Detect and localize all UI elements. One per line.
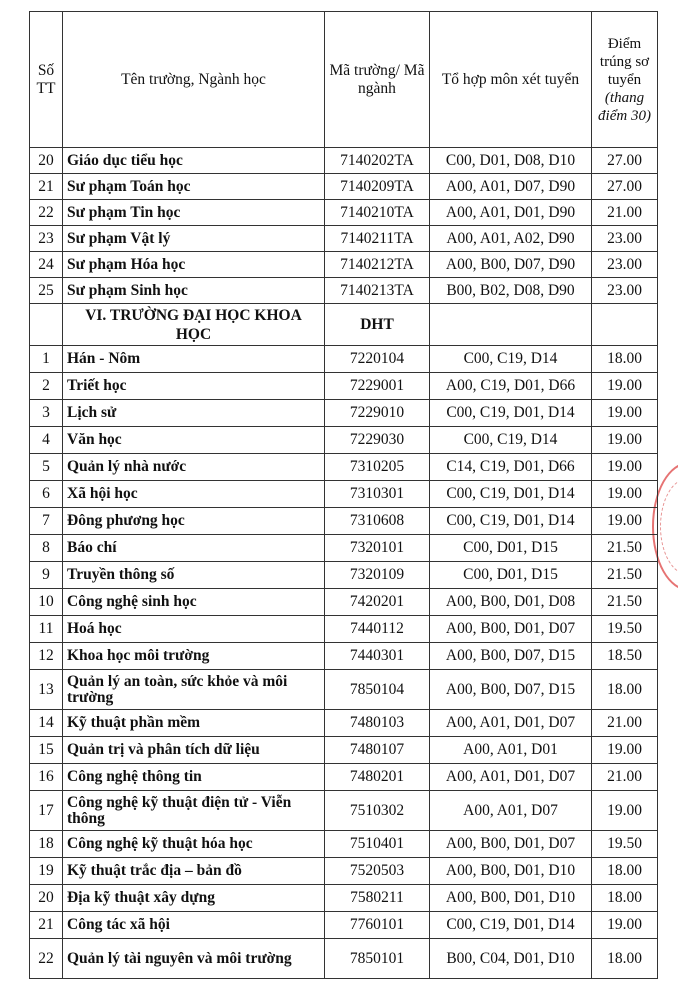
row-code: 7320109	[325, 562, 430, 589]
row-score: 23.00	[592, 226, 658, 252]
row-code: 7850104	[325, 670, 430, 710]
row-name: Sư phạm Vật lý	[63, 226, 325, 252]
row-score: 21.50	[592, 535, 658, 562]
row-combo: A00, A01, D01, D90	[430, 200, 592, 226]
row-code: 7510302	[325, 791, 430, 831]
header-combo: Tổ hợp môn xét tuyển	[430, 12, 592, 148]
row-name: Kỹ thuật trắc địa – bản đồ	[63, 858, 325, 885]
row-combo: B00, C04, D01, D10	[430, 939, 592, 979]
row-combo: C00, C19, D01, D14	[430, 508, 592, 535]
row-stt: 15	[30, 737, 63, 764]
row-stt: 16	[30, 764, 63, 791]
row-score: 21.00	[592, 200, 658, 226]
row-combo: C00, D01, D15	[430, 562, 592, 589]
row-combo: A00, B00, D01, D07	[430, 831, 592, 858]
row-stt: 17	[30, 791, 63, 831]
row-code: 7320101	[325, 535, 430, 562]
row-name: Kỹ thuật phần mềm	[63, 710, 325, 737]
row-name: Sư phạm Tin học	[63, 200, 325, 226]
row-name: Công tác xã hội	[63, 912, 325, 939]
table-row	[30, 764, 658, 791]
row-combo: C00, C19, D14	[430, 427, 592, 454]
row-code: 7140209TA	[325, 174, 430, 200]
row-combo: A00, A01, D07, D90	[430, 174, 592, 200]
row-combo: A00, B00, D01, D10	[430, 858, 592, 885]
row-code: 7480107	[325, 737, 430, 764]
row-stt: 4	[30, 427, 63, 454]
row-combo: A00, A01, D01	[430, 737, 592, 764]
table-row	[30, 535, 658, 562]
row-name: Hán - Nôm	[63, 346, 325, 373]
row-score: 19.00	[592, 791, 658, 831]
row-code: 7310301	[325, 481, 430, 508]
row-name: Sư phạm Hóa học	[63, 252, 325, 278]
table-row	[30, 939, 658, 979]
row-name: Quản lý an toàn, sức khỏe và môi trường	[63, 670, 325, 710]
rows-group-b	[30, 346, 658, 979]
row-stt: 21	[30, 912, 63, 939]
row-name: Công nghệ thông tin	[63, 764, 325, 791]
row-score: 19.00	[592, 481, 658, 508]
row-name: Sư phạm Sinh học	[63, 278, 325, 304]
row-code: 7220104	[325, 346, 430, 373]
row-code: 7520503	[325, 858, 430, 885]
row-combo: C00, C19, D14	[430, 346, 592, 373]
row-score: 18.00	[592, 346, 658, 373]
row-combo: C00, D01, D15	[430, 535, 592, 562]
row-stt: 3	[30, 400, 63, 427]
header-score	[592, 12, 658, 148]
row-code: 7580211	[325, 885, 430, 912]
row-combo: A00, B00, D07, D15	[430, 670, 592, 710]
row-name: Công nghệ kỹ thuật hóa học	[63, 831, 325, 858]
table-row	[30, 427, 658, 454]
section-group	[30, 304, 658, 346]
row-name: Sư phạm Toán học	[63, 174, 325, 200]
row-score: 19.50	[592, 831, 658, 858]
table-row	[30, 791, 658, 831]
row-score: 19.00	[592, 912, 658, 939]
row-code: 7440301	[325, 643, 430, 670]
table-row	[30, 148, 658, 174]
row-name: Công nghệ sinh học	[63, 589, 325, 616]
header-score-text: Điểm trúng sơ tuyển	[599, 35, 650, 88]
table-row	[30, 400, 658, 427]
table-row	[30, 346, 658, 373]
row-score: 21.00	[592, 764, 658, 791]
row-score: 18.00	[592, 885, 658, 912]
table-row	[30, 643, 658, 670]
row-stt: 19	[30, 858, 63, 885]
row-name: Công nghệ kỹ thuật điện tử - Viễn thông	[63, 791, 325, 831]
row-name: Văn học	[63, 427, 325, 454]
row-score: 21.50	[592, 562, 658, 589]
table-row	[30, 737, 658, 764]
row-score: 19.00	[592, 400, 658, 427]
table-row	[30, 616, 658, 643]
row-name: Lịch sử	[63, 400, 325, 427]
row-score: 23.00	[592, 252, 658, 278]
table-row	[30, 858, 658, 885]
row-name: Địa kỹ thuật xây dựng	[63, 885, 325, 912]
admission-score-table	[29, 11, 658, 979]
row-code: 7510401	[325, 831, 430, 858]
row-name: Truyền thông số	[63, 562, 325, 589]
row-stt: 13	[30, 670, 63, 710]
row-code: 7480103	[325, 710, 430, 737]
table-row	[30, 373, 658, 400]
row-score: 19.00	[592, 737, 658, 764]
table-header-row	[30, 12, 658, 148]
row-code: 7229010	[325, 400, 430, 427]
row-code: 7480201	[325, 764, 430, 791]
row-stt: 20	[30, 148, 63, 174]
row-combo: A00, A01, D01, D07	[430, 710, 592, 737]
section-row	[30, 304, 658, 346]
row-score: 18.00	[592, 858, 658, 885]
row-score: 27.00	[592, 174, 658, 200]
rows-group-a	[30, 148, 658, 304]
row-code: 7420201	[325, 589, 430, 616]
row-stt: 14	[30, 710, 63, 737]
table-row	[30, 174, 658, 200]
table-row	[30, 226, 658, 252]
header-score-scale: (thang điểm 30)	[598, 89, 651, 124]
table-row	[30, 710, 658, 737]
row-stt: 5	[30, 454, 63, 481]
row-stt: 10	[30, 589, 63, 616]
row-code: 7140213TA	[325, 278, 430, 304]
row-name: Quản trị và phân tích dữ liệu	[63, 737, 325, 764]
table-row	[30, 200, 658, 226]
row-combo: A00, C19, D01, D66	[430, 373, 592, 400]
row-name: Khoa học môi trường	[63, 643, 325, 670]
row-code: 7140212TA	[325, 252, 430, 278]
row-score: 18.50	[592, 643, 658, 670]
table-row	[30, 562, 658, 589]
row-stt: 24	[30, 252, 63, 278]
table-row	[30, 831, 658, 858]
row-stt: 25	[30, 278, 63, 304]
section-code: DHT	[325, 304, 430, 346]
row-code: 7140211TA	[325, 226, 430, 252]
row-code: 7310205	[325, 454, 430, 481]
row-combo: A00, A01, D07	[430, 791, 592, 831]
table-row	[30, 454, 658, 481]
row-combo: A00, A01, D01, D07	[430, 764, 592, 791]
table-row	[30, 670, 658, 710]
row-code: 7440112	[325, 616, 430, 643]
row-code: 7229001	[325, 373, 430, 400]
row-stt: 22	[30, 200, 63, 226]
row-name: Quản lý nhà nước	[63, 454, 325, 481]
row-stt: 7	[30, 508, 63, 535]
row-score: 21.50	[592, 589, 658, 616]
row-combo: A00, A01, A02, D90	[430, 226, 592, 252]
row-code: 7850101	[325, 939, 430, 979]
row-stt: 21	[30, 174, 63, 200]
row-score: 18.00	[592, 939, 658, 979]
row-score: 19.00	[592, 454, 658, 481]
section-combo	[430, 304, 592, 346]
row-code: 7229030	[325, 427, 430, 454]
row-combo: A00, B00, D01, D08	[430, 589, 592, 616]
table-row	[30, 252, 658, 278]
row-stt: 9	[30, 562, 63, 589]
row-score: 19.50	[592, 616, 658, 643]
row-stt: 20	[30, 885, 63, 912]
table-row	[30, 912, 658, 939]
row-stt: 23	[30, 226, 63, 252]
row-combo: A00, B00, D01, D07	[430, 616, 592, 643]
row-stt: 1	[30, 346, 63, 373]
row-code: 7310608	[325, 508, 430, 535]
row-combo: A00, B00, D01, D10	[430, 885, 592, 912]
row-stt: 2	[30, 373, 63, 400]
section-stt	[30, 304, 63, 346]
row-stt: 18	[30, 831, 63, 858]
row-score: 27.00	[592, 148, 658, 174]
section-name: VI. TRƯỜNG ĐẠI HỌC KHOA HỌC	[63, 304, 325, 346]
row-stt: 12	[30, 643, 63, 670]
row-combo: C00, C19, D01, D14	[430, 481, 592, 508]
row-score: 18.00	[592, 670, 658, 710]
row-name: Đông phương học	[63, 508, 325, 535]
row-code: 7760101	[325, 912, 430, 939]
table-row	[30, 508, 658, 535]
row-score: 19.00	[592, 508, 658, 535]
row-name: Xã hội học	[63, 481, 325, 508]
row-name: Báo chí	[63, 535, 325, 562]
row-score: 19.00	[592, 373, 658, 400]
table-row	[30, 885, 658, 912]
row-name: Giáo dục tiểu học	[63, 148, 325, 174]
row-score: 21.00	[592, 710, 658, 737]
header-stt: Số TT	[30, 12, 63, 148]
table-row	[30, 481, 658, 508]
table-row	[30, 589, 658, 616]
row-combo: A00, B00, D07, D15	[430, 643, 592, 670]
header-name: Tên trường, Ngành học	[63, 12, 325, 148]
row-name: Hoá học	[63, 616, 325, 643]
row-combo: C00, C19, D01, D14	[430, 400, 592, 427]
row-name: Quản lý tài nguyên và môi trường	[63, 939, 325, 979]
row-stt: 22	[30, 939, 63, 979]
row-code: 7140202TA	[325, 148, 430, 174]
row-stt: 6	[30, 481, 63, 508]
row-code: 7140210TA	[325, 200, 430, 226]
row-combo: C14, C19, D01, D66	[430, 454, 592, 481]
row-combo: C00, D01, D08, D10	[430, 148, 592, 174]
row-stt: 8	[30, 535, 63, 562]
row-stt: 11	[30, 616, 63, 643]
section-score	[592, 304, 658, 346]
row-score: 23.00	[592, 278, 658, 304]
row-combo: C00, C19, D01, D14	[430, 912, 592, 939]
row-combo: A00, B00, D07, D90	[430, 252, 592, 278]
row-combo: B00, B02, D08, D90	[430, 278, 592, 304]
table-row	[30, 278, 658, 304]
header-code: Mã trường/ Mã ngành	[325, 12, 430, 148]
row-name: Triết học	[63, 373, 325, 400]
row-score: 19.00	[592, 427, 658, 454]
